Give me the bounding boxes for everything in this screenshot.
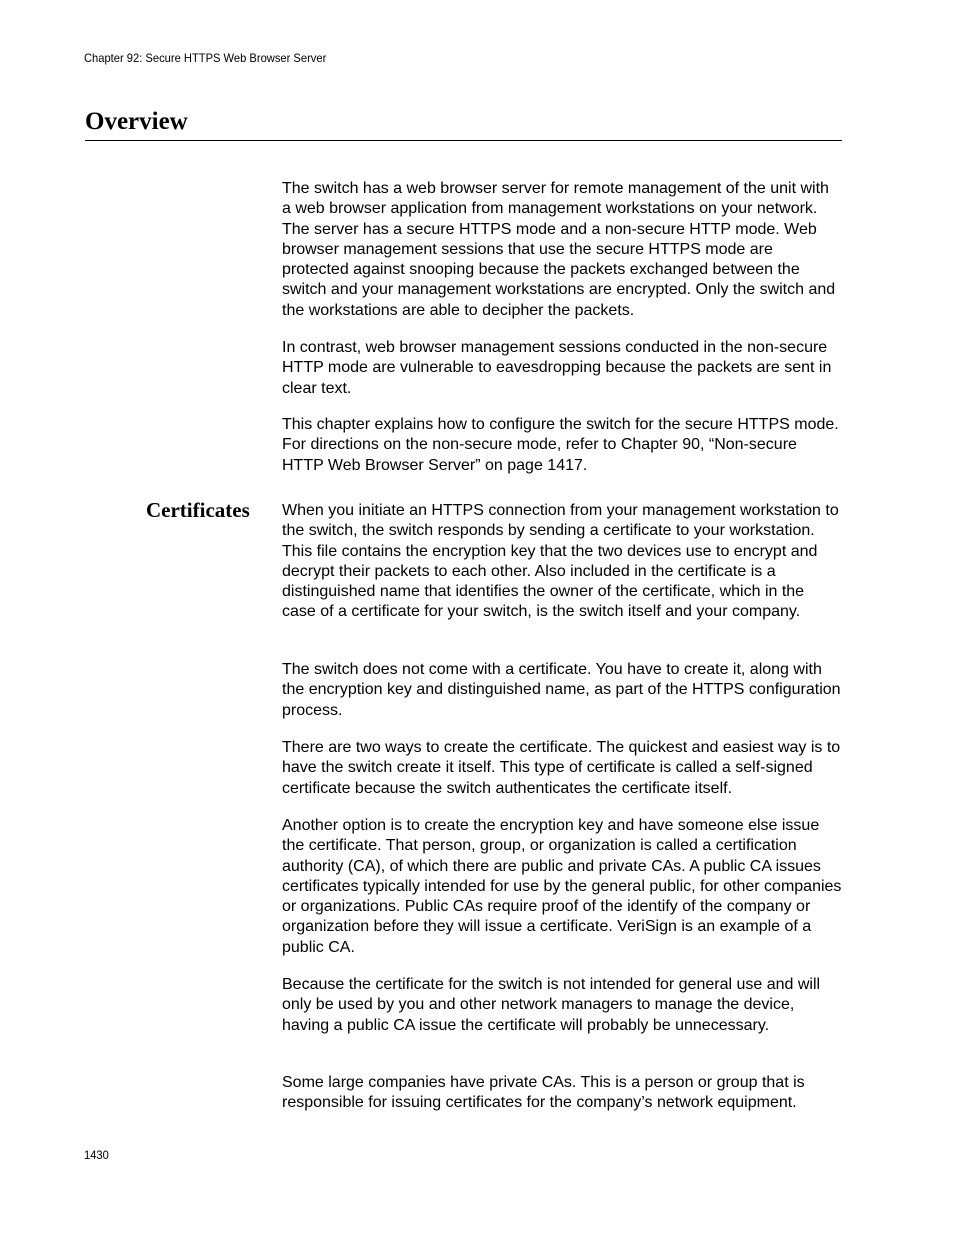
title-rule: [85, 140, 842, 141]
overview-paragraph-1: The switch has a web browser server for remote management of the unit with a web browser application from management workstations on your network. The server has a secure HTTPS mode and a non-secure HTTP mode. Web browser management sessions that use the secure HTTPS mode are protected against snooping because the packets exchanged between the switch and your management workstations are encrypted. Only the switch and the workstations are able to decipher the packets.: [282, 180, 836, 319]
page-number: 1430: [84, 1148, 109, 1162]
certificates-paragraph-1: When you initiate an HTTPS connection from your management workstation to the switch, the switch responds by sending a certificate to your workstation. This file contains the encryption key that the two devices use to encrypt and decrypt their packets to each other. Also included in the certificate is a distinguished name that identifies the owner of the certificate, which in the case of a certificate for your switch, is the switch itself and your company.: [282, 502, 839, 621]
overview-paragraph-3: This chapter explains how to configure the switch for the secure HTTPS mode. For directions on the non-secure mode, refer to Chapter 90, “Non-secure HTTP Web Browser Server” on page 1417.: [282, 416, 839, 474]
section-title-overview: Overview: [85, 108, 188, 135]
overview-paragraph-2: In contrast, web browser management sessions conducted in the non-secure HTTP mode are vulnerable to eavesdropping because the packets are sent in clear text.: [282, 339, 832, 397]
subheading-certificates: Certificates: [146, 498, 250, 522]
running-header: Chapter 92: Secure HTTPS Web Browser Server: [84, 51, 327, 65]
certificates-paragraph-5: Because the certificate for the switch is not intended for general use and will only be used by you and other network managers to manage the device, having a public CA issue the certificate will probably be unnecessary.: [282, 976, 821, 1034]
certificates-paragraph-6: Some large companies have private CAs. This is a person or group that is responsible for issuing certificates for the company’s network equipment.: [282, 1074, 805, 1112]
certificates-paragraph-2: The switch does not come with a certificate. You have to create it, along with the encryption key and distinguished name, as part of the HTTPS configuration process.: [282, 661, 841, 719]
certificates-paragraph-3: There are two ways to create the certificate. The quickest and easiest way is to have the switch create it itself. This type of certificate is called a self-signed certificate because the switch authenticates the certificate itself.: [282, 739, 841, 797]
certificates-paragraph-4: Another option is to create the encryption key and have someone else issue the certificate. That person, group, or organization is called a certification authority (CA), of which there are public and private CAs. A public CA issues certificates typically intended for use by the general public, for other companies or organizations. Public CAs require proof of the identify of the company or organization before they will issue a certificate. VeriSign is an example of a public CA.: [282, 817, 842, 956]
